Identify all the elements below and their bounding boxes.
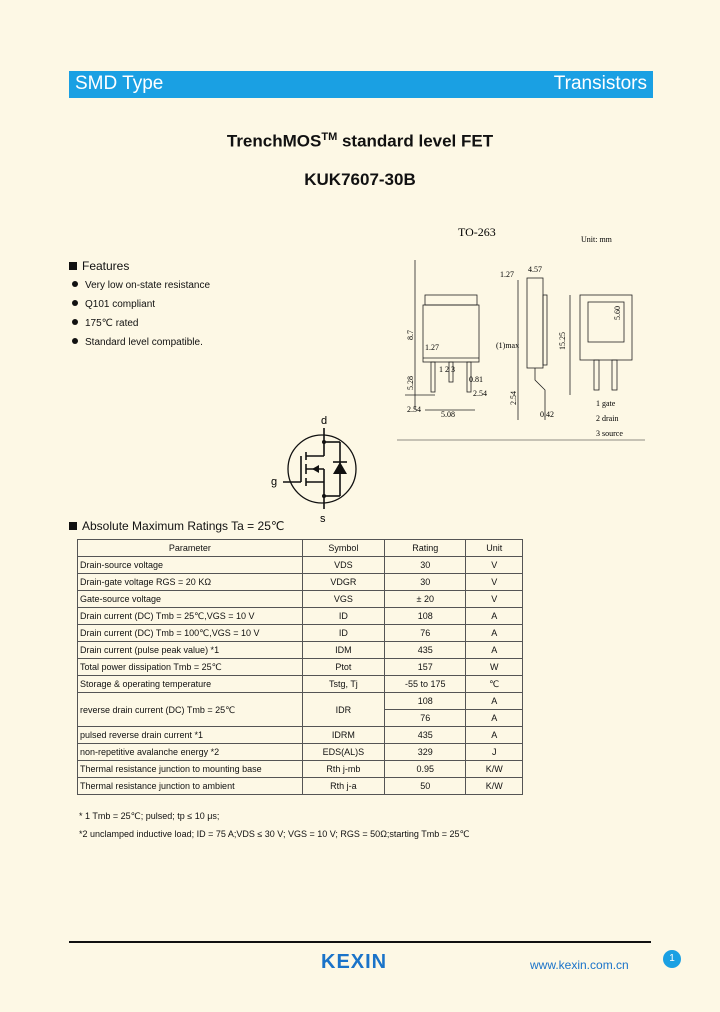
feature-text: 175℃ rated [85,318,139,329]
feature-text: Very low on-state resistance [85,280,211,291]
cell: ℃ [466,676,523,693]
package-unit: Unit: mm [581,235,612,244]
cell: ID [302,608,384,625]
dim-a: 1.27 [425,343,439,352]
cell: 30 [385,574,466,591]
cell: Total power dissipation Tmb = 25℃ [78,659,303,676]
features-heading-text: Features [82,259,130,273]
feature-item [72,299,210,318]
side-view [518,278,547,420]
dim-i: (1)max [496,341,520,350]
table-row [78,693,523,710]
ratings-heading-text: Absolute Maximum Ratings Ta = 25℃ [82,519,285,533]
features-list [72,280,210,356]
gate-label: g [271,476,278,488]
drain-label: d [321,415,328,427]
table-row [78,574,523,591]
footer-url[interactable]: www.kexin.com.cn [530,958,629,972]
col-symbol: Symbol [302,540,384,557]
cell: Drain current (pulse peak value) *1 [78,642,303,659]
pin-label-2: 2 drain [596,414,619,423]
feature-item [72,318,210,337]
cell: 108 [385,608,466,625]
cell: Storage & operating temperature [78,676,303,693]
table-header [78,540,523,557]
title-rest: standard level FET [337,131,494,151]
package-name: TO-263 [458,225,496,239]
cell: 0.95 [385,761,466,778]
header-banner [69,71,653,98]
cell: 50 [385,778,466,795]
ratings-table [77,539,523,795]
cell: Drain current (DC) Tmb = 25℃,VGS = 10 V [78,608,303,625]
cell: VDS [302,557,384,574]
cell: IDRM [302,727,384,744]
cell: Thermal resistance junction to mounting base [78,761,303,778]
cell: ± 20 [385,591,466,608]
cell: A [466,642,523,659]
package-drawing [395,220,650,450]
title-main: TrenchMOS [226,131,322,151]
col-unit: Unit [466,540,523,557]
cell: 329 [385,744,466,761]
table-row [78,557,523,574]
bullet-icon [72,319,78,325]
table-row [78,625,523,642]
dim-m: 5.28 [406,376,415,390]
pin-numbers: 1 2 3 [439,365,455,374]
cell: 76 [385,710,466,727]
cell: ID [302,625,384,642]
col-parameter: Parameter [78,540,303,557]
table-row [78,642,523,659]
cell: Rth j-mb [302,761,384,778]
footer-divider [69,941,651,943]
bullet-icon [72,281,78,287]
table-row [78,727,523,744]
feature-item [72,337,210,356]
header-left: SMD Type [75,73,164,94]
cell: V [466,574,523,591]
cell: IDR [302,693,384,727]
dim-k: 15.25 [558,332,567,350]
cell: non-repetitive avalanche energy *2 [78,744,303,761]
table-row [78,744,523,761]
dim-h: 0.42 [540,410,554,419]
cell: EDS(AL)S [302,744,384,761]
pin-label-1: 1 gate [596,399,616,408]
cell: VDGR [302,574,384,591]
cell: 76 [385,625,466,642]
cell: Drain-source voltage [78,557,303,574]
table-row [78,778,523,795]
part-number: KUK7607-30B [304,170,416,189]
table-row [78,591,523,608]
note-2: *2 unclamped inductive load; ID = 75 A;VDS ≤ 30 V; VGS = 10 V; RGS = 50Ω;starting Tmb = 25℃ [79,829,470,839]
cell: J [466,744,523,761]
square-bullet-icon [69,522,77,530]
cell: A [466,710,523,727]
dim-b: 1.27 [500,270,514,279]
title-tm: TM [321,131,338,143]
mosfet-symbol [268,412,378,529]
cell: K/W [466,761,523,778]
feature-text: Standard level compatible. [85,337,203,348]
header-right: Transistors [553,73,647,94]
col-rating: Rating [385,540,466,557]
cell: Drain-gate voltage RGS = 20 KΩ [78,574,303,591]
package-outline-svg [395,220,650,450]
cell: Drain current (DC) Tmb = 100℃,VGS = 10 V [78,625,303,642]
cell: 108 [385,693,466,710]
cell: Ptot [302,659,384,676]
page-number: 1 [663,950,681,968]
cell: W [466,659,523,676]
bullet-icon [72,338,78,344]
cell: reverse drain current (DC) Tmb = 25℃ [78,693,303,727]
dim-j: 5.60 [613,306,622,320]
feature-text: Q101 compliant [85,299,156,310]
dim-d: 0.81 [469,375,483,384]
dim-e: 2.54 [473,389,487,398]
cell: 435 [385,727,466,744]
table-row [78,608,523,625]
dim-l: 8.7 [406,330,415,340]
cell: A [466,693,523,710]
front-view [405,260,479,410]
cell: Rth j-a [302,778,384,795]
features-heading [69,259,129,273]
bullet-icon [72,300,78,306]
dim-c: 4.57 [528,265,542,274]
square-bullet-icon [69,262,77,270]
cell: -55 to 175 [385,676,466,693]
cell: 30 [385,557,466,574]
dim-n: 2.54 [509,391,518,405]
cell: Thermal resistance junction to ambient [78,778,303,795]
cell: pulsed reverse drain current *1 [78,727,303,744]
cell: 157 [385,659,466,676]
dim-g: 5.08 [441,410,455,419]
cell: VGS [302,591,384,608]
right-view [570,295,632,395]
feature-item [72,280,210,299]
cell: A [466,727,523,744]
source-label: s [320,513,326,524]
table-row [78,761,523,778]
mosfet-symbol-svg [268,412,378,524]
dim-f: 2.54 [407,405,421,414]
cell: A [466,608,523,625]
ratings-heading [69,519,284,533]
cell: Tstg, Tj [302,676,384,693]
note-1: * 1 Tmb = 25℃; pulsed; tp ≤ 10 μs; [79,811,220,821]
cell: V [466,557,523,574]
pin-label-3: 3 source [596,429,623,438]
cell: V [466,591,523,608]
cell: IDM [302,642,384,659]
cell: A [466,625,523,642]
page-title [0,131,720,152]
cell: Gate-source voltage [78,591,303,608]
cell: K/W [466,778,523,795]
kexin-logo: KEXIN [321,951,388,973]
cell: 435 [385,642,466,659]
table-row [78,659,523,676]
table-row [78,676,523,693]
